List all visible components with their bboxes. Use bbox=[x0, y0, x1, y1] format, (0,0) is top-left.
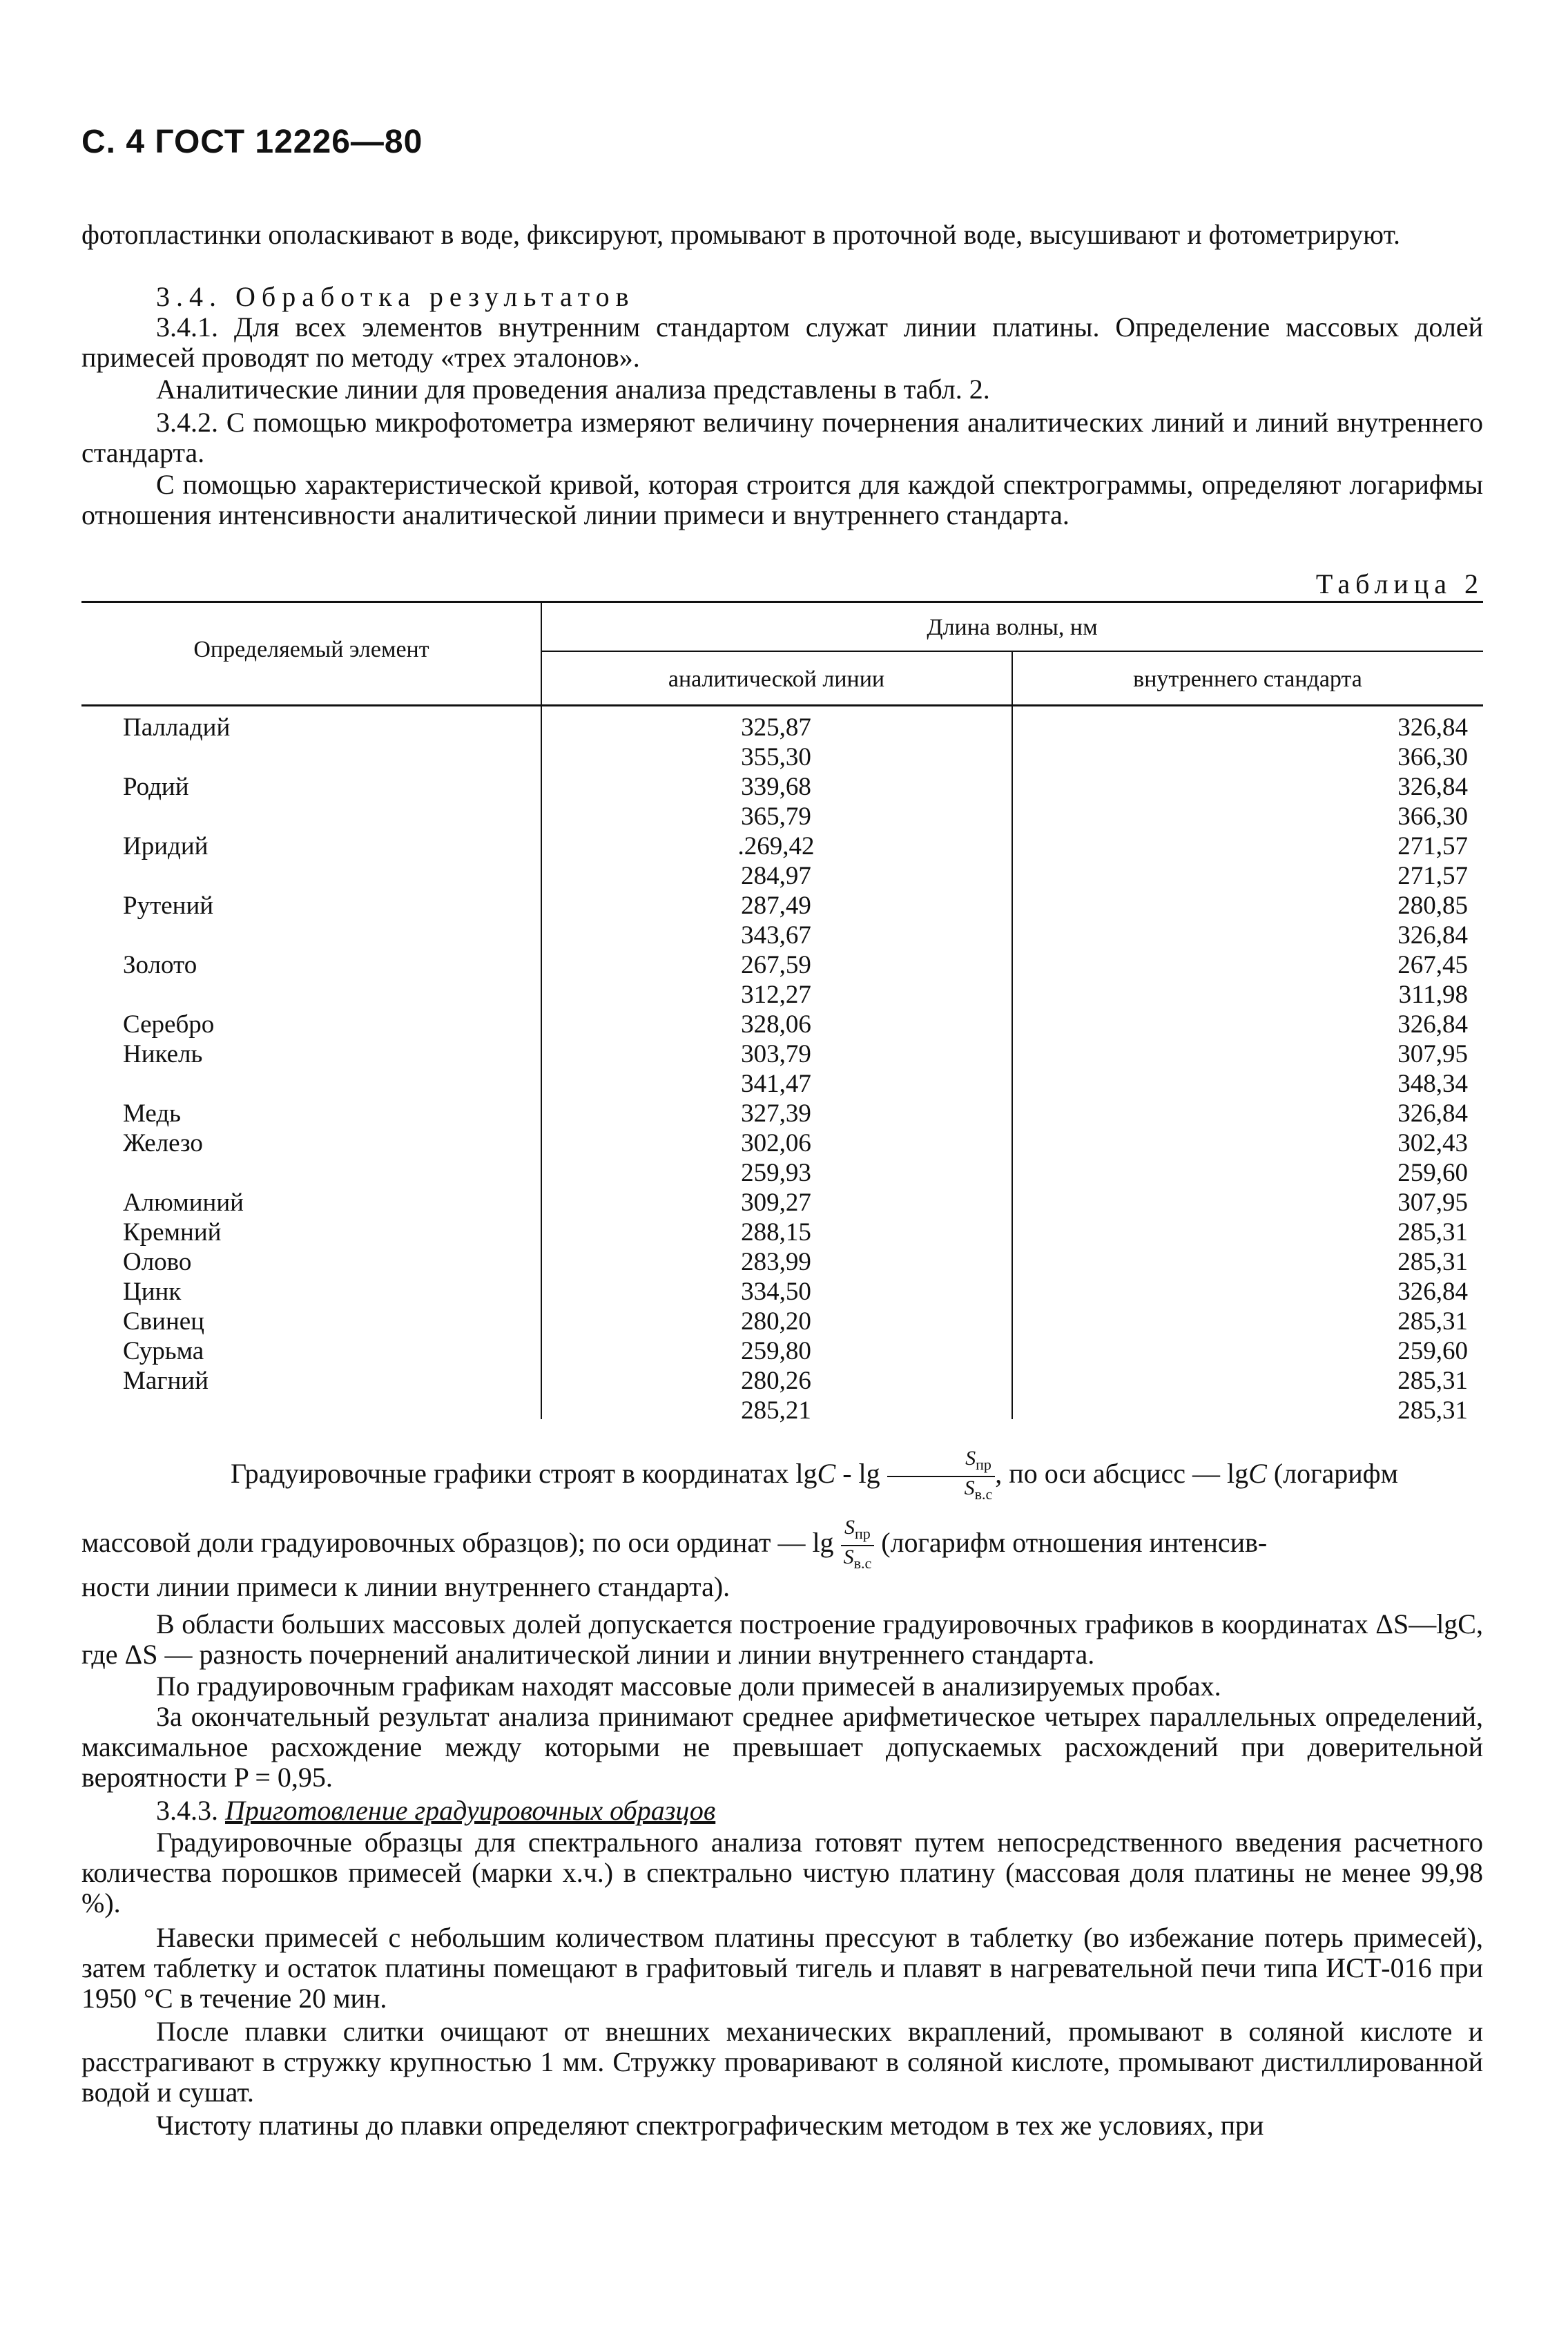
table-cell-internal: 280,85 bbox=[1397, 892, 1468, 920]
table-cell-element: Никель bbox=[123, 1040, 203, 1068]
frac2-den-sub: в.с bbox=[853, 1555, 872, 1572]
table-cell-internal: 366,30 bbox=[1397, 743, 1468, 771]
table-cell-element: Цинк bbox=[123, 1278, 182, 1306]
table-cell-analytic: 280,20 bbox=[741, 1307, 811, 1336]
table-cell-analytic: 343,67 bbox=[741, 921, 811, 950]
table-cell-analytic: 328,06 bbox=[741, 1010, 811, 1039]
paragraph-large-fractions: В области больших массовых долей допускается построение градуировочных графиков в координатах ΔS—lgC, где ΔS — разность почернений аналитической линии и линии внутреннего стандарта. bbox=[81, 1608, 1483, 1670]
table-cell-analytic: 302,06 bbox=[741, 1129, 811, 1157]
paragraph-3-4-3-c: После плавки слитки очищают от внешних механических вкраплений, промывают в соляной кислоте и расстрагивают в стружку крупностью 1 мм. Стружку проваривают в соляной кислоте, промывают дистиллированной водой и сушат. bbox=[81, 2016, 1483, 2108]
table-header-element: Определяемый элемент bbox=[193, 637, 429, 662]
table-cell-analytic: .269,42 bbox=[737, 832, 815, 860]
table-cell-internal: 259,60 bbox=[1397, 1159, 1468, 1187]
table-cell-analytic: 259,93 bbox=[741, 1159, 811, 1187]
table-cell-internal: 271,57 bbox=[1397, 862, 1468, 890]
wavelength-table bbox=[81, 601, 1483, 1425]
table-cell-analytic: 287,49 bbox=[741, 892, 811, 920]
table-header-analytic: аналитической линии bbox=[668, 666, 885, 692]
table-cell-internal: 326,84 bbox=[1397, 1099, 1468, 1128]
paragraph-3-4-1-table-ref: Аналитические линии для проведения анализа представлены в табл. 2. bbox=[156, 374, 990, 405]
table-cell-internal: 326,84 bbox=[1397, 921, 1468, 950]
table-cell-internal: 326,84 bbox=[1397, 713, 1468, 742]
table-cell-element: Родий bbox=[123, 773, 189, 801]
formula-line-3: ности линии примеси к линии внутреннего стандарта). bbox=[81, 1571, 730, 1602]
table-cell-element: Олово bbox=[123, 1248, 192, 1276]
table-cell-element: Кремний bbox=[123, 1218, 222, 1247]
table-cell-internal: 285,31 bbox=[1397, 1218, 1468, 1247]
paragraph-3-4-3-d: Чистоту платины до плавки определяют спектрографическим методом в тех же условиях, при bbox=[156, 2110, 1264, 2141]
table-caption: Таблица 2 bbox=[1315, 568, 1484, 599]
table-cell-analytic: 312,27 bbox=[741, 981, 811, 1009]
paragraph-graphs: По градуировочным графикам находят массовые доли примесей в анализируемых пробах. bbox=[156, 1671, 1221, 1702]
table-cell-internal: 285,31 bbox=[1397, 1367, 1468, 1395]
table-cell-internal: 285,31 bbox=[1397, 1307, 1468, 1336]
table-col-divider-1 bbox=[541, 601, 542, 1419]
paragraph-continuation: фотопластинки ополаскивают в воде, фиксируют, промывают в проточной воде, высушивают и фотометрируют. bbox=[81, 219, 1400, 250]
table-cell-analytic: 334,50 bbox=[741, 1278, 811, 1306]
paragraph-final-result: За окончательный результат анализа принимают среднее арифметическое четырех параллельных определений, максимальное расхождение между которыми не превышает допускаемых расхождений при доверительной вероятности P = 0,95. bbox=[81, 1701, 1483, 1793]
table-cell-element: Медь bbox=[123, 1099, 182, 1128]
table-cell-internal: 326,84 bbox=[1397, 773, 1468, 801]
table-header-bottom-rule bbox=[81, 704, 1483, 706]
table-cell-element: Сурьма bbox=[123, 1337, 204, 1365]
table-cell-element: Свинец bbox=[123, 1307, 204, 1336]
table-cell-analytic: 259,80 bbox=[741, 1337, 811, 1365]
symbol-c: C bbox=[817, 1458, 836, 1490]
section-title-3-4-3: Приготовление градуировочных образцов bbox=[225, 1795, 716, 1826]
table-cell-analytic: 341,47 bbox=[741, 1070, 811, 1098]
formula-text-1c: (логарифм bbox=[1266, 1458, 1398, 1490]
table-cell-analytic: 327,39 bbox=[741, 1099, 811, 1128]
table-cell-internal: 259,60 bbox=[1397, 1337, 1468, 1365]
table-header-wavelength: Длина волны, нм bbox=[927, 615, 1098, 640]
table-cell-analytic: 285,21 bbox=[741, 1396, 811, 1425]
table-cell-internal: 302,43 bbox=[1397, 1129, 1468, 1157]
section-heading-3-4: 3.4. Обработка результатов bbox=[156, 281, 635, 312]
table-cell-internal: 307,95 bbox=[1397, 1040, 1468, 1068]
table-cell-element: Магний bbox=[123, 1367, 209, 1395]
table-top-rule bbox=[81, 601, 1483, 603]
table-cell-analytic: 288,15 bbox=[741, 1218, 811, 1247]
symbol-c-2: C bbox=[1248, 1458, 1267, 1490]
frac2-den-s: S bbox=[843, 1546, 854, 1568]
table-cell-internal: 348,34 bbox=[1397, 1070, 1468, 1098]
table-cell-analytic: 355,30 bbox=[741, 743, 811, 771]
paragraph-3-4-2: 3.4.2. С помощью микрофотометра измеряют величину почернения аналитических линий и линий внутреннего стандарта. bbox=[81, 407, 1483, 468]
paragraph-3-4-3-b: Навески примесей с небольшим количеством платины прессуют в таблетку (во избежание потерь примесей), затем таблетку и остаток платины помещают в графитовый тигель и плавят в нагревательной печи типа ИСТ-016 при 1950 °С в течение 20 мин. bbox=[81, 1922, 1483, 2014]
section-heading-3-4-3 bbox=[81, 1796, 1483, 1826]
table-cell-element: Рутений bbox=[123, 892, 214, 920]
table-cell-internal: 307,95 bbox=[1397, 1189, 1468, 1217]
paragraph-3-4-2-curve: С помощью характеристической кривой, которая строится для каждой спектрограммы, определяют логарифмы отношения интенсивности аналитической линии примеси и внутреннего стандарта. bbox=[81, 469, 1483, 530]
table-cell-internal: 285,31 bbox=[1397, 1396, 1468, 1425]
table-cell-element: Алюминий bbox=[123, 1189, 244, 1217]
table-cell-analytic: 309,27 bbox=[741, 1189, 811, 1217]
table-cell-analytic: 339,68 bbox=[741, 773, 811, 801]
formula-line-1 bbox=[81, 1447, 1398, 1505]
table-cell-element: Серебро bbox=[123, 1010, 215, 1039]
fraction-s-pr-s-vs-2 bbox=[841, 1517, 875, 1575]
frac-num-s: S bbox=[965, 1447, 976, 1470]
fraction-s-pr-s-vs bbox=[887, 1447, 996, 1505]
formula-text-2a: массовой доли градуировочных образцов); по оси ординат — lg bbox=[81, 1527, 834, 1559]
table-cell-internal: 326,84 bbox=[1397, 1010, 1468, 1039]
table-cell-analytic: 284,97 bbox=[741, 862, 811, 890]
formula-text-1b: , по оси абсцисс — lg bbox=[995, 1458, 1249, 1490]
table-cell-internal: 366,30 bbox=[1397, 802, 1468, 831]
table-col-divider-2 bbox=[1012, 652, 1013, 1419]
formula-line-2 bbox=[81, 1517, 1267, 1575]
frac-den-sub: в.с bbox=[974, 1485, 993, 1503]
table-cell-element: Золото bbox=[123, 951, 197, 979]
table-cell-analytic: 365,79 bbox=[741, 802, 811, 831]
table-cell-element: Железо bbox=[123, 1129, 203, 1157]
table-header-internal: внутреннего стандарта bbox=[1133, 666, 1362, 692]
table-cell-analytic: 325,87 bbox=[741, 713, 811, 742]
frac-den-s: S bbox=[964, 1476, 975, 1499]
formula-text-1a: Градуировочные графики строят в координатах lg bbox=[231, 1458, 817, 1490]
table-cell-internal: 267,45 bbox=[1397, 951, 1468, 979]
table-cell-internal: 311,98 bbox=[1398, 981, 1468, 1009]
section-number-3-4-3: 3.4.3. bbox=[156, 1795, 218, 1826]
symbol-minus-lg: - lg bbox=[835, 1458, 887, 1490]
formula-text-2b: (логарифм отношения интенсив- bbox=[874, 1527, 1268, 1559]
table-cell-element: Иридий bbox=[123, 832, 209, 860]
paragraph-3-4-1: 3.4.1. Для всех элементов внутренним стандартом служат линии платины. Определение массовых долей примесей проводят по методу «трех эталонов». bbox=[81, 311, 1483, 373]
table-cell-analytic: 267,59 bbox=[741, 951, 811, 979]
table-cell-internal: 285,31 bbox=[1397, 1248, 1468, 1276]
table-cell-analytic: 283,99 bbox=[741, 1248, 811, 1276]
frac2-num-sub: пр bbox=[855, 1525, 871, 1542]
paragraph-3-4-3-a: Градуировочные образцы для спектрального анализа готовят путем непосредственного введения расчетного количества порошков примесей (марки х.ч.) в спектрально чистую платину (массовая доля платины не менее 99,98 %). bbox=[81, 1827, 1483, 1918]
table-cell-analytic: 280,26 bbox=[741, 1367, 811, 1395]
table-cell-internal: 271,57 bbox=[1397, 832, 1468, 860]
table-cell-analytic: 303,79 bbox=[741, 1040, 811, 1068]
table-cell-element: Палладий bbox=[123, 713, 231, 742]
table-cell-internal: 326,84 bbox=[1397, 1278, 1468, 1306]
frac-num-sub: пр bbox=[976, 1456, 991, 1473]
page-header: С. 4 ГОСТ 12226—80 bbox=[81, 124, 423, 160]
frac2-num-s: S bbox=[844, 1516, 855, 1539]
